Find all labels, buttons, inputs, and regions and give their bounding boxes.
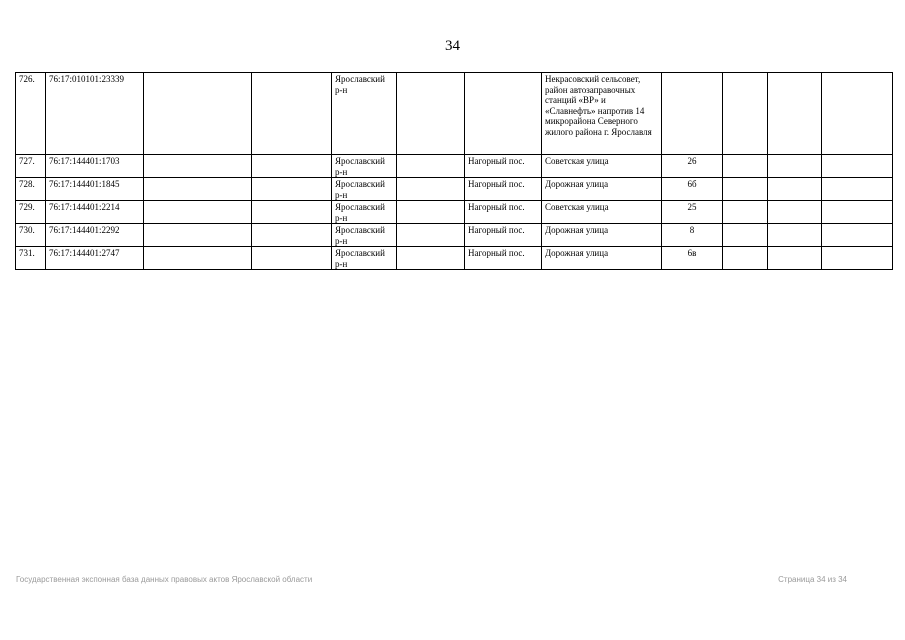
row-number: 730.: [16, 224, 46, 247]
cell-empty: [768, 73, 822, 155]
cell-empty: [768, 247, 822, 270]
house-number: [662, 73, 723, 155]
cell-empty: [768, 224, 822, 247]
locality-cell: Нагорный пос.: [465, 201, 542, 224]
cadastral-number: 76:17:144401:2214: [46, 201, 144, 224]
cell-empty: [723, 178, 768, 201]
house-number: 25: [662, 201, 723, 224]
row-number: 727.: [16, 155, 46, 178]
house-number: 6б: [662, 178, 723, 201]
cell-empty: [822, 155, 893, 178]
cell-empty: [252, 73, 332, 155]
row-number: 728.: [16, 178, 46, 201]
locality-cell: Нагорный пос.: [465, 155, 542, 178]
district-cell: Ярославский р-н: [332, 73, 397, 155]
district-cell: Ярославский р-н: [332, 247, 397, 270]
table-row: [16, 73, 893, 155]
cell-empty: [397, 73, 465, 155]
footer-page-count: Страница 34 из 34: [778, 575, 847, 584]
locality-cell: Нагорный пос.: [465, 224, 542, 247]
table-row: [16, 155, 893, 178]
cell-empty: [723, 224, 768, 247]
cell-empty: [723, 201, 768, 224]
row-number: 726.: [16, 73, 46, 155]
cell-empty: [822, 247, 893, 270]
row-number: 731.: [16, 247, 46, 270]
cell-empty: [397, 178, 465, 201]
district-cell: Ярославский р-н: [332, 224, 397, 247]
registry-table-body: [16, 73, 893, 270]
cell-empty: [822, 201, 893, 224]
cadastral-number: 76:17:144401:1845: [46, 178, 144, 201]
cell-empty: [144, 73, 252, 155]
address-cell: Дорожная улица: [542, 178, 662, 201]
cell-empty: [144, 247, 252, 270]
table-row: [16, 201, 893, 224]
cadastral-number: 76:17:144401:2747: [46, 247, 144, 270]
cell-empty: [397, 247, 465, 270]
cell-empty: [252, 178, 332, 201]
house-number: 8: [662, 224, 723, 247]
cell-empty: [397, 201, 465, 224]
cell-empty: [252, 224, 332, 247]
cell-empty: [768, 201, 822, 224]
house-number: 6в: [662, 247, 723, 270]
address-cell: Дорожная улица: [542, 224, 662, 247]
cell-empty: [397, 155, 465, 178]
page-number: 34: [445, 38, 460, 54]
cell-empty: [252, 201, 332, 224]
cell-empty: [723, 155, 768, 178]
address-cell: Советская улица: [542, 155, 662, 178]
district-cell: Ярославский р-н: [332, 178, 397, 201]
locality-cell: Нагорный пос.: [465, 178, 542, 201]
registry-table: [15, 72, 893, 270]
footer-source: Государственная экспонная база данных правовых актов Ярославской области: [16, 575, 313, 584]
locality-cell: [465, 73, 542, 155]
cadastral-number: 76:17:010101:23339: [46, 73, 144, 155]
cell-empty: [144, 155, 252, 178]
cell-empty: [144, 178, 252, 201]
cadastral-number: 76:17:144401:2292: [46, 224, 144, 247]
cell-empty: [144, 224, 252, 247]
cell-empty: [822, 224, 893, 247]
district-cell: Ярославский р-н: [332, 155, 397, 178]
table-row: [16, 247, 893, 270]
table-row: [16, 178, 893, 201]
cell-empty: [723, 247, 768, 270]
cell-empty: [822, 178, 893, 201]
cell-empty: [822, 73, 893, 155]
locality-cell: Нагорный пос.: [465, 247, 542, 270]
cadastral-number: 76:17:144401:1703: [46, 155, 144, 178]
cell-empty: [144, 201, 252, 224]
cell-empty: [252, 247, 332, 270]
address-cell: Советская улица: [542, 201, 662, 224]
cell-empty: [252, 155, 332, 178]
row-number: 729.: [16, 201, 46, 224]
cell-empty: [723, 73, 768, 155]
district-cell: Ярославский р-н: [332, 201, 397, 224]
house-number: 26: [662, 155, 723, 178]
address-cell: Некрасовский сельсовет, район автозаправочных станций «ВР» и «Славнефть» напротив 14 микрорайона Северного жилого района г. Ярославля: [542, 73, 662, 155]
cell-empty: [397, 224, 465, 247]
table-row: [16, 224, 893, 247]
cell-empty: [768, 155, 822, 178]
cell-empty: [768, 178, 822, 201]
address-cell: Дорожная улица: [542, 247, 662, 270]
